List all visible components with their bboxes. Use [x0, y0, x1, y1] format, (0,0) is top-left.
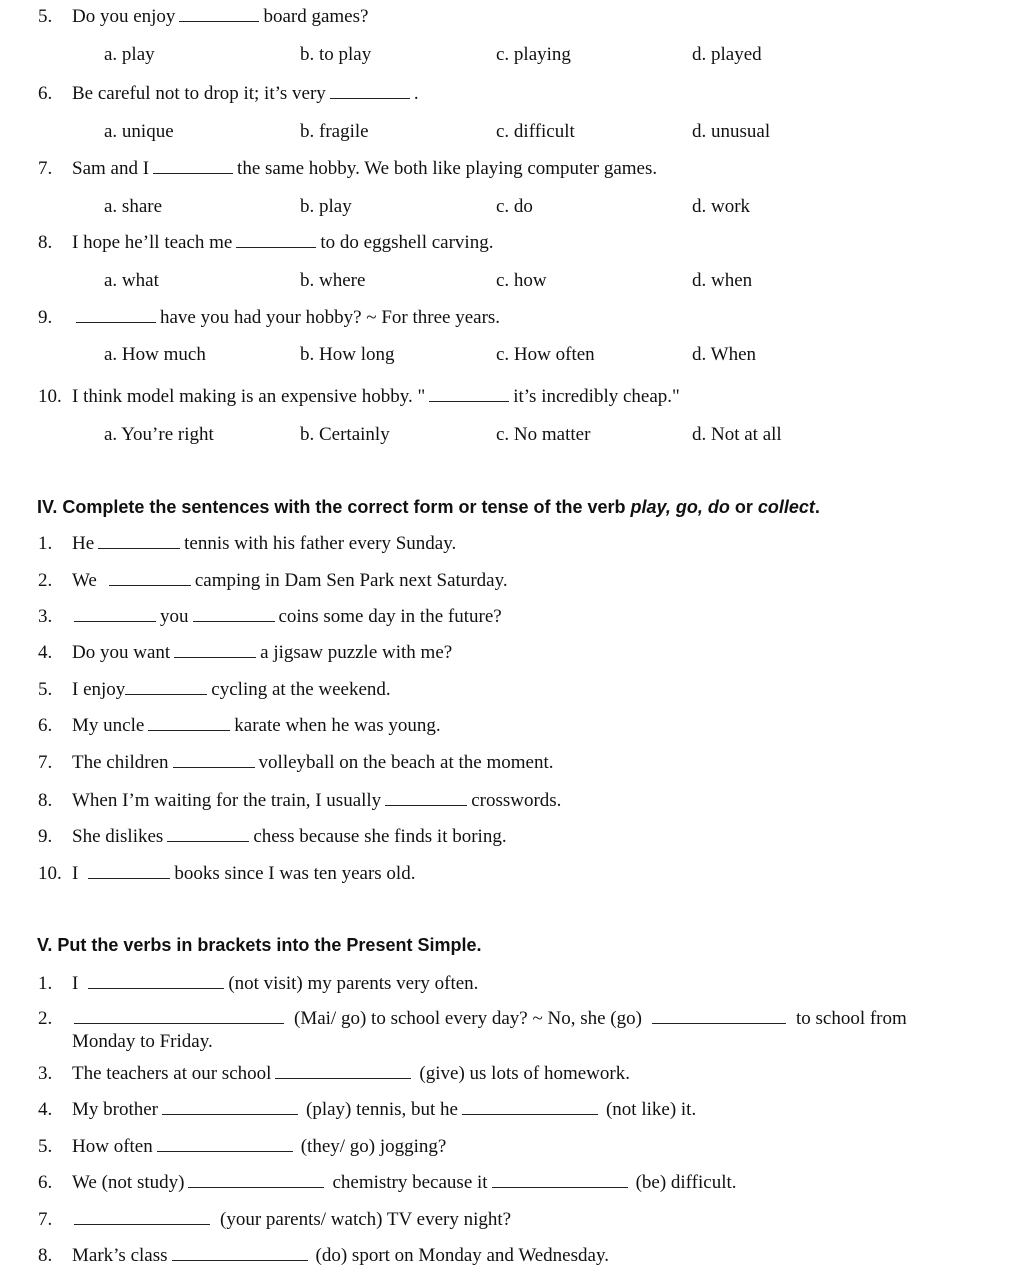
item-text: I — [72, 973, 79, 994]
question-text: the same hobby. We both like playing computer games. — [237, 158, 658, 179]
item-text: We — [72, 570, 97, 591]
answer-blank[interactable] — [193, 607, 275, 622]
item-number: 7. — [38, 752, 53, 773]
item-text: a jigsaw puzzle with me? — [260, 642, 453, 663]
item-text: He — [72, 533, 95, 554]
item-text: My uncle — [72, 715, 145, 736]
answer-blank[interactable] — [88, 864, 170, 879]
answer-blank[interactable] — [74, 607, 156, 622]
item-text: (Mai/ go) to school every day? ~ No, she (go) — [294, 1008, 642, 1029]
option-c[interactable]: c. No matter — [496, 424, 591, 445]
item-number: 8. — [38, 790, 53, 811]
item-number: 4. — [38, 1099, 53, 1120]
item-text: (be) difficult. — [635, 1172, 737, 1193]
item-number: 5. — [38, 679, 53, 700]
item-number: 5. — [38, 1136, 53, 1157]
option-d[interactable]: d. when — [692, 270, 753, 291]
answer-blank[interactable] — [157, 1137, 293, 1152]
option-a[interactable]: a. share — [104, 196, 163, 217]
item-text: coins some day in the future? — [278, 606, 502, 627]
item-number: 6. — [38, 1172, 53, 1193]
answer-blank[interactable] — [167, 827, 249, 842]
item-text: I enjoy — [72, 679, 126, 700]
item-text: cycling at the weekend. — [211, 679, 391, 700]
answer-blank[interactable] — [74, 1210, 210, 1225]
option-d[interactable]: d. unusual — [692, 121, 771, 142]
item-number: 3. — [38, 606, 53, 627]
question-text: Do you enjoy — [72, 6, 176, 27]
heading-text: . — [814, 497, 820, 517]
question-text: board games? — [263, 6, 369, 27]
answer-blank[interactable] — [76, 308, 156, 323]
item-text: (give) us lots of homework. — [419, 1063, 630, 1084]
section-heading: V. Put the verbs in brackets into the Present Simple. — [37, 935, 482, 955]
option-a[interactable]: a. what — [104, 270, 159, 291]
item-text: to school from — [795, 1008, 907, 1029]
option-c[interactable]: c. difficult — [496, 121, 575, 142]
question-text: have you had your hobby? ~ For three years. — [160, 307, 501, 328]
answer-blank[interactable] — [162, 1100, 298, 1115]
heading-text: IV. Complete the sentences with the correct form or tense of the verb — [37, 497, 631, 517]
item-text: (not visit) my parents very often. — [228, 973, 479, 994]
answer-blank[interactable] — [173, 753, 255, 768]
question-text: I think model making is an expensive hobby. " — [72, 386, 426, 407]
answer-blank[interactable] — [652, 1009, 786, 1024]
question-text: to do eggshell carving. — [320, 232, 494, 253]
question-text: I hope he’ll teach me — [72, 232, 233, 253]
option-d[interactable]: d. played — [692, 44, 762, 65]
item-number: 2. — [38, 1008, 53, 1029]
item-text: She dislikes — [72, 826, 164, 847]
question-text: Be careful not to drop it; it’s very — [72, 83, 326, 104]
item-text: camping in Dam Sen Park next Saturday. — [194, 570, 508, 591]
answer-blank[interactable] — [125, 680, 207, 695]
question-number: 7. — [38, 158, 53, 179]
question-number: 6. — [38, 83, 53, 104]
answer-blank[interactable] — [330, 84, 410, 99]
answer-blank[interactable] — [88, 974, 224, 989]
item-text: (play) tennis, but he — [306, 1099, 458, 1120]
item-text: My brother — [72, 1099, 159, 1120]
option-b[interactable]: b. to play — [300, 44, 372, 65]
item-text: volleyball on the beach at the moment. — [258, 752, 554, 773]
question-number: 10. — [38, 386, 62, 407]
heading-verbs: play, go, do — [630, 497, 730, 517]
item-text: (not like) it. — [605, 1099, 697, 1120]
answer-blank[interactable] — [179, 7, 259, 22]
item-text: crosswords. — [471, 790, 562, 811]
item-number: 1. — [38, 973, 53, 994]
question-number: 8. — [38, 232, 53, 253]
item-text: When I’m waiting for the train, I usually — [72, 790, 382, 811]
item-number: 10. — [38, 863, 62, 884]
item-text: How often — [72, 1136, 153, 1157]
option-c[interactable]: c. do — [496, 196, 533, 217]
item-number: 4. — [38, 642, 53, 663]
heading-verb: collect — [757, 497, 815, 517]
item-text: Monday to Friday. — [72, 1031, 213, 1052]
item-number: 3. — [38, 1063, 53, 1084]
answer-blank[interactable] — [275, 1064, 411, 1079]
answer-blank[interactable] — [188, 1173, 324, 1188]
option-a[interactable]: a. You’re right — [104, 424, 214, 445]
item-text: books since I was ten years old. — [174, 863, 416, 884]
option-d[interactable]: d. Not at all — [692, 424, 782, 445]
option-a[interactable]: a. unique — [104, 121, 174, 142]
item-number: 9. — [38, 826, 53, 847]
item-text: chemistry because it — [332, 1172, 488, 1193]
item-text: (your parents/ watch) TV every night? — [220, 1209, 512, 1230]
answer-blank[interactable] — [492, 1173, 628, 1188]
answer-blank[interactable] — [385, 791, 467, 806]
item-number: 2. — [38, 570, 53, 591]
option-c[interactable]: c. how — [496, 270, 547, 291]
option-c[interactable]: c. playing — [496, 44, 571, 65]
option-b[interactable]: b. play — [300, 196, 352, 217]
answer-blank[interactable] — [148, 716, 230, 731]
option-b[interactable]: b. fragile — [300, 121, 369, 142]
answer-blank[interactable] — [174, 643, 256, 658]
option-b[interactable]: b. How long — [300, 344, 395, 365]
item-text: you — [160, 606, 189, 627]
option-a[interactable]: a. play — [104, 44, 155, 65]
section-heading — [37, 497, 820, 518]
item-text: I — [72, 863, 79, 884]
item-text: (do) sport on Monday and Wednesday. — [315, 1245, 609, 1266]
item-number: 8. — [38, 1245, 53, 1266]
item-text: karate when he was young. — [234, 715, 441, 736]
question-number: 9. — [38, 307, 53, 328]
answer-blank[interactable] — [429, 387, 509, 402]
question-text: . — [413, 83, 419, 104]
item-text: chess because she finds it boring. — [253, 826, 507, 847]
item-text: tennis with his father every Sunday. — [184, 533, 457, 554]
option-d[interactable]: d. work — [692, 196, 751, 217]
answer-blank[interactable] — [109, 571, 191, 586]
question-number: 5. — [38, 6, 53, 27]
item-text: (they/ go) jogging? — [300, 1136, 447, 1157]
item-text: The children — [72, 752, 169, 773]
answer-blank[interactable] — [74, 1009, 284, 1024]
question-text: it’s incredibly cheap." — [513, 386, 680, 407]
option-a[interactable]: a. How much — [104, 344, 206, 365]
option-b[interactable]: b. where — [300, 270, 366, 291]
item-text: The teachers at our school — [72, 1063, 272, 1084]
heading-text: or — [729, 497, 758, 517]
item-text: We (not study) — [72, 1172, 185, 1193]
answer-blank[interactable] — [172, 1246, 308, 1261]
answer-blank[interactable] — [153, 159, 233, 174]
item-number: 1. — [38, 533, 53, 554]
answer-blank[interactable] — [462, 1100, 598, 1115]
item-number: 6. — [38, 715, 53, 736]
item-number: 7. — [38, 1209, 53, 1230]
item-text: Do you want — [72, 642, 171, 663]
question-text: Sam and I — [72, 158, 150, 179]
answer-blank[interactable] — [236, 233, 316, 248]
option-c[interactable]: c. How often — [496, 344, 595, 365]
item-text: Mark’s class — [72, 1245, 168, 1266]
answer-blank[interactable] — [98, 534, 180, 549]
option-b[interactable]: b. Certainly — [300, 424, 390, 445]
option-d[interactable]: d. When — [692, 344, 757, 365]
